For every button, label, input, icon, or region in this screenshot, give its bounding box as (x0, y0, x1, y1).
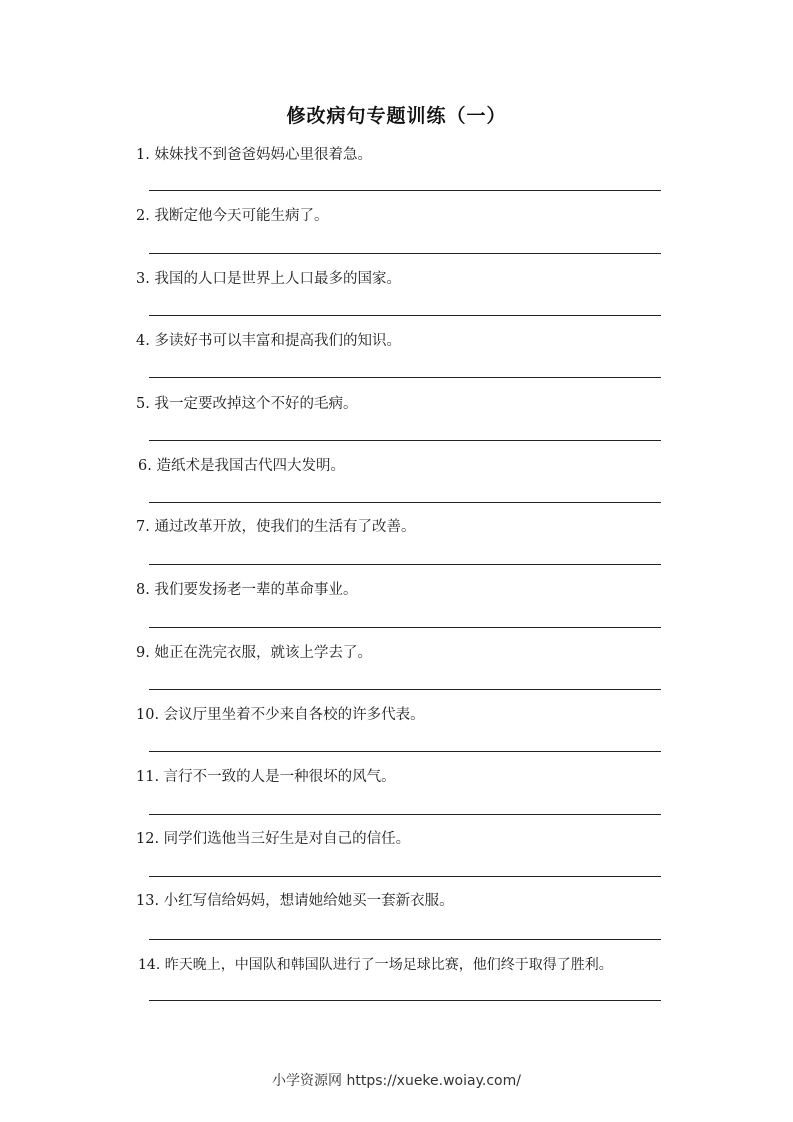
question-5: 5. 我一定要改掉这个不好的毛病。 (136, 396, 358, 412)
question-14: 14. 昨天晚上，中国队和韩国队进行了一场足球比赛，他们终于取得了胜利。 (138, 957, 613, 973)
page-title: 修改病句专题训练（一） (286, 105, 507, 127)
answer-line-13[interactable] (149, 939, 661, 940)
answer-line-10[interactable] (149, 751, 661, 752)
question-10: 10. 会议厅里坐着不少来自各校的许多代表。 (136, 707, 425, 723)
answer-line-4[interactable] (149, 377, 661, 378)
answer-line-1[interactable] (149, 190, 661, 191)
answer-line-8[interactable] (149, 627, 661, 628)
question-7: 7. 通过改革开放，使我们的生活有了改善。 (136, 519, 416, 535)
question-11: 11. 言行不一致的人是一种很坏的风气。 (136, 769, 396, 785)
footer-source: 小学资源网 https://xueke.woiay.com/ (272, 1073, 521, 1089)
answer-line-2[interactable] (149, 253, 661, 254)
question-8: 8. 我们要发扬老一辈的革命事业。 (136, 582, 358, 598)
answer-line-5[interactable] (149, 440, 661, 441)
answer-line-3[interactable] (149, 315, 661, 316)
question-12: 12. 同学们选他当三好生是对自己的信任。 (136, 831, 411, 847)
answer-line-6[interactable] (149, 502, 661, 503)
question-4: 4. 多读好书可以丰富和提高我们的知识。 (136, 333, 401, 349)
question-13: 13. 小红写信给妈妈，想请她给她买一套新衣服。 (136, 893, 454, 909)
answer-line-14[interactable] (149, 1000, 661, 1001)
question-6: 6. 造纸术是我国古代四大发明。 (138, 458, 345, 474)
question-2: 2. 我断定他今天可能生病了。 (136, 208, 329, 224)
answer-line-7[interactable] (149, 564, 661, 565)
question-1: 1. 妹妹找不到爸爸妈妈心里很着急。 (136, 147, 372, 163)
answer-line-11[interactable] (149, 814, 661, 815)
answer-line-9[interactable] (149, 689, 661, 690)
question-9: 9. 她正在洗完衣服，就该上学去了。 (136, 645, 372, 661)
answer-line-12[interactable] (149, 876, 661, 877)
question-3: 3. 我国的人口是世界上人口最多的国家。 (136, 271, 401, 287)
